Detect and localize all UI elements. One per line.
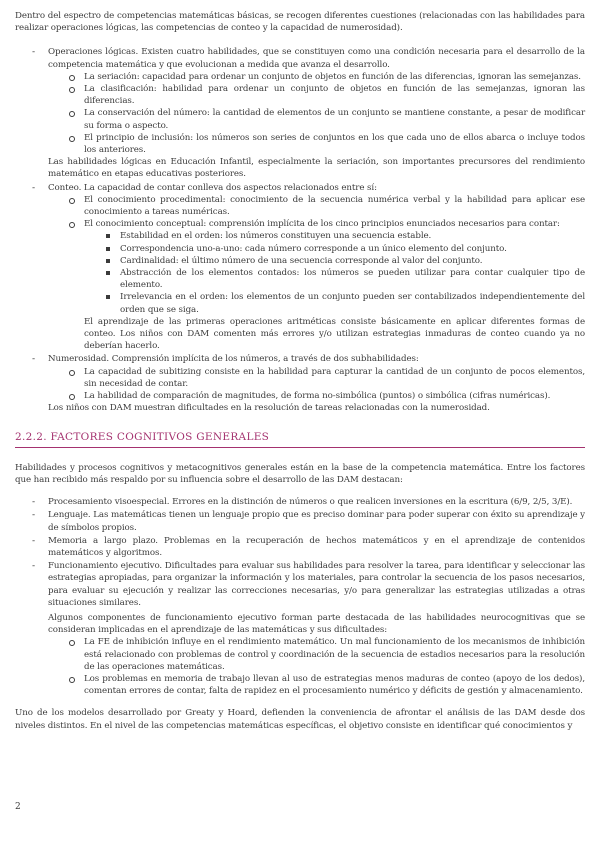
list-item-visuospatial xyxy=(15,496,585,508)
logical-operations-note: Las habilidades lógicas en Educación Infantil, especialmente la seriación, son importantes precursores del rendimiento matemático en etapas educativas posteriores. xyxy=(48,157,585,180)
counting-sublist xyxy=(48,194,585,231)
list-item-text: Operaciones lógicas. Existen cuatro habilidades, que se constituyen como una condición necesaria para el desarrollo de la competencia matemática y que evolucionan a medida que avanza el desarrollo. xyxy=(48,47,585,70)
list-item-text: Conteo. La capacidad de contar conlleva dos aspectos relacionados entre sí: xyxy=(48,182,377,193)
list-item xyxy=(48,267,585,291)
list-item-text: La clasificación: habilidad para ordenar un conjunto de objetos en función de las semejanzas, ignoran las diferencias. xyxy=(84,84,585,107)
intro-paragraph: Dentro del espectro de competencias matemáticas básicas, se recogen diferentes cuestiones (relacionadas con las habilidades para realizar operaciones lógicas, las competencias de conteo y la capacidad de numerosidad). xyxy=(15,11,585,34)
circle-bullet-icon xyxy=(69,136,75,142)
list-item-text: Lenguaje. Las matemáticas tienen un lenguaje propio que es preciso dominar para poder superar con éxito su aprendizaje y de símbolos propios. xyxy=(48,510,585,533)
list-item-text: Los problemas en memoria de trabajo llevan al uso de estrategias menos maduras de conteo (apoyo de los dedos), comentan errores de contar, falta de rapidez en el procesamiento numérico y déficits de gestión y almacenamiento. xyxy=(84,673,585,697)
list-item-text: Numerosidad. Comprensión implícita de los números, a través de dos subhabilidades: xyxy=(48,354,419,365)
list-item xyxy=(48,194,585,218)
circle-bullet-icon xyxy=(69,87,75,93)
circle-bullet-icon xyxy=(69,75,75,81)
circle-bullet-icon xyxy=(69,640,75,646)
list-item-text: Procesamiento visoespecial. Errores en la distinción de números o que realicen inversiones en la escritura (6/9, 2/5, 3/E). xyxy=(48,497,573,508)
list-item-text: Funcionamiento ejecutivo. Dificultades para evaluar sus habilidades para resolver la tarea, para identificar y seleccionar las estrategias apropiadas, para organizar la información y los materiales, para controlar la secuencia de los pasos necesarios, para evaluar su ejecución y realizar las correcciones necesarias, y/o para generalizar las estrategias utilizadas a otras situaciones similares. xyxy=(48,561,585,608)
circle-bullet-icon xyxy=(69,111,75,117)
list-item-text: Irrelevancia en el orden: los elementos de un conjunto pueden ser contabilizados independientemente del orden que se siga. xyxy=(120,292,585,315)
list-item-language xyxy=(15,509,585,533)
list-item xyxy=(48,218,585,230)
list-item xyxy=(48,673,585,697)
list-item-text: Estabilidad en el orden: los números constituyen una secuencia estable. xyxy=(120,231,432,242)
closing-paragraph: Uno de los modelos desarrollado por Greaty y Hoard, defienden la conveniencia de afrontar el análisis de las DAM desde dos niveles distintos. En el nivel de las competencias matemáticas específicas, el objetivo consiste en identificar qué conocimientos y xyxy=(15,708,585,731)
list-item-text: La conservación del número: la cantidad de elementos de un conjunto se mantiene constante, a pesar de modificar su forma o aspecto. xyxy=(84,108,585,131)
counting-note: El aprendizaje de las primeras operaciones aritméticas consiste básicamente en aplicar diferentes formas de conteo. Los niños con DAM comenten más errores y/o utilizan estrategias inmaduras de conteo cuando ya no deberían hacerlo. xyxy=(84,316,585,352)
page-number: 2 xyxy=(15,802,21,812)
dash-bullet-icon: - xyxy=(32,47,36,58)
dash-bullet-icon: - xyxy=(32,510,36,521)
executive-function-sublist xyxy=(48,636,585,697)
list-item xyxy=(48,71,585,83)
square-bullet-icon xyxy=(106,234,110,238)
square-bullet-icon xyxy=(106,247,110,251)
circle-bullet-icon xyxy=(69,198,75,204)
dash-bullet-icon: - xyxy=(32,354,36,365)
dash-bullet-icon: - xyxy=(32,497,36,508)
list-item-text: La seriación: capacidad para ordenar un conjunto de objetos en función de las diferencias, ignoran las semejanzas. xyxy=(84,71,581,82)
list-item xyxy=(48,390,585,402)
square-bullet-icon xyxy=(106,295,110,299)
list-item-text: El conocimiento procedimental: conocimiento de la secuencia numérica verbal y la habilidad para aplicar ese conocimiento a tareas numéricas. xyxy=(84,194,585,218)
numerosity-note: Los niños con DAM muestran dificultades en la resolución de tareas relacionadas con la numerosidad. xyxy=(48,403,490,414)
list-item-text: Memoria a largo plazo. Problemas en la recuperación de hechos matemáticos y en el aprendizaje de contenidos matemáticos y algoritmos. xyxy=(48,535,585,558)
dash-bullet-icon: - xyxy=(32,561,36,572)
list-item-logical-operations xyxy=(15,46,585,180)
list-item-executive-function xyxy=(15,560,585,697)
circle-bullet-icon xyxy=(69,677,75,683)
section-heading: 2.2.2. FACTORES COGNITIVOS GENERALES xyxy=(15,431,585,448)
list-item xyxy=(48,636,585,673)
list-item-long-term-memory xyxy=(15,535,585,559)
list-item-text: El conocimiento conceptual: comprensión implícita de los cinco principios enunciados necesarios para contar: xyxy=(84,219,560,230)
list-item-text: La habilidad de comparación de magnitudes, de forma no-simbólica (puntos) o simbólica (cifras numéricas). xyxy=(84,391,551,402)
list-item-counting xyxy=(15,182,585,353)
list-item-numerosity xyxy=(15,353,585,414)
list-item xyxy=(48,291,585,315)
circle-bullet-icon xyxy=(69,394,75,400)
counting-principles-list xyxy=(48,230,585,315)
square-bullet-icon xyxy=(106,271,110,275)
executive-function-paragraph: Algunos componentes de funcionamiento ejecutivo forman parte destacada de las habilidades neurocognitivas que se consideran implicadas en el aprendizaje de las matemáticas y sus dificultades: xyxy=(48,612,585,636)
circle-bullet-icon xyxy=(69,222,75,228)
basic-competencies-list xyxy=(15,46,585,414)
list-item xyxy=(48,132,585,156)
list-item xyxy=(48,107,585,131)
list-item xyxy=(48,255,585,267)
list-item xyxy=(48,243,585,255)
cognitive-factors-list xyxy=(15,496,585,697)
circle-bullet-icon xyxy=(69,370,75,376)
section-intro-paragraph: Habilidades y procesos cognitivos y metacognitivos generales están en la base de la competencia matemática. Entre los factores que han recibido más respaldo por su influencia sobre el desarrollo de las DAM destacan: xyxy=(15,462,585,485)
list-item xyxy=(48,230,585,242)
list-item-text: Cardinalidad: el último número de una secuencia corresponde al valor del conjunto. xyxy=(120,255,483,266)
numerosity-sublist xyxy=(48,366,585,403)
list-item-text: Correspondencia uno-a-uno: cada número corresponde a un único elemento del conjunto. xyxy=(120,243,507,254)
dash-bullet-icon: - xyxy=(32,182,36,193)
list-item-text: Abstracción de los elementos contados: los números se pueden utilizar para contar cualquier tipo de elemento. xyxy=(120,268,585,291)
dash-bullet-icon: - xyxy=(32,535,36,546)
list-item xyxy=(48,83,585,107)
list-item-text: La FE de inhibición influye en el rendimiento matemático. Un mal funcionamiento de los mecanismos de inhibición está relacionado con problemas de control y coordinación de la secuencia de estadios necesarios para la resolución de las operaciones matemáticas. xyxy=(84,637,585,672)
page-content xyxy=(15,10,585,732)
list-item-text: La capacidad de subitizing consiste en la habilidad para capturar la cantidad de un conjunto de pocos elementos, sin necesidad de contar. xyxy=(84,366,585,389)
list-item xyxy=(48,366,585,390)
logical-operations-sublist xyxy=(48,71,585,156)
list-item-text: El principio de inclusión: los números son series de conjuntos en los que cada uno de ellos abarca o incluye todos los anteriores. xyxy=(84,132,585,156)
square-bullet-icon xyxy=(106,259,110,263)
